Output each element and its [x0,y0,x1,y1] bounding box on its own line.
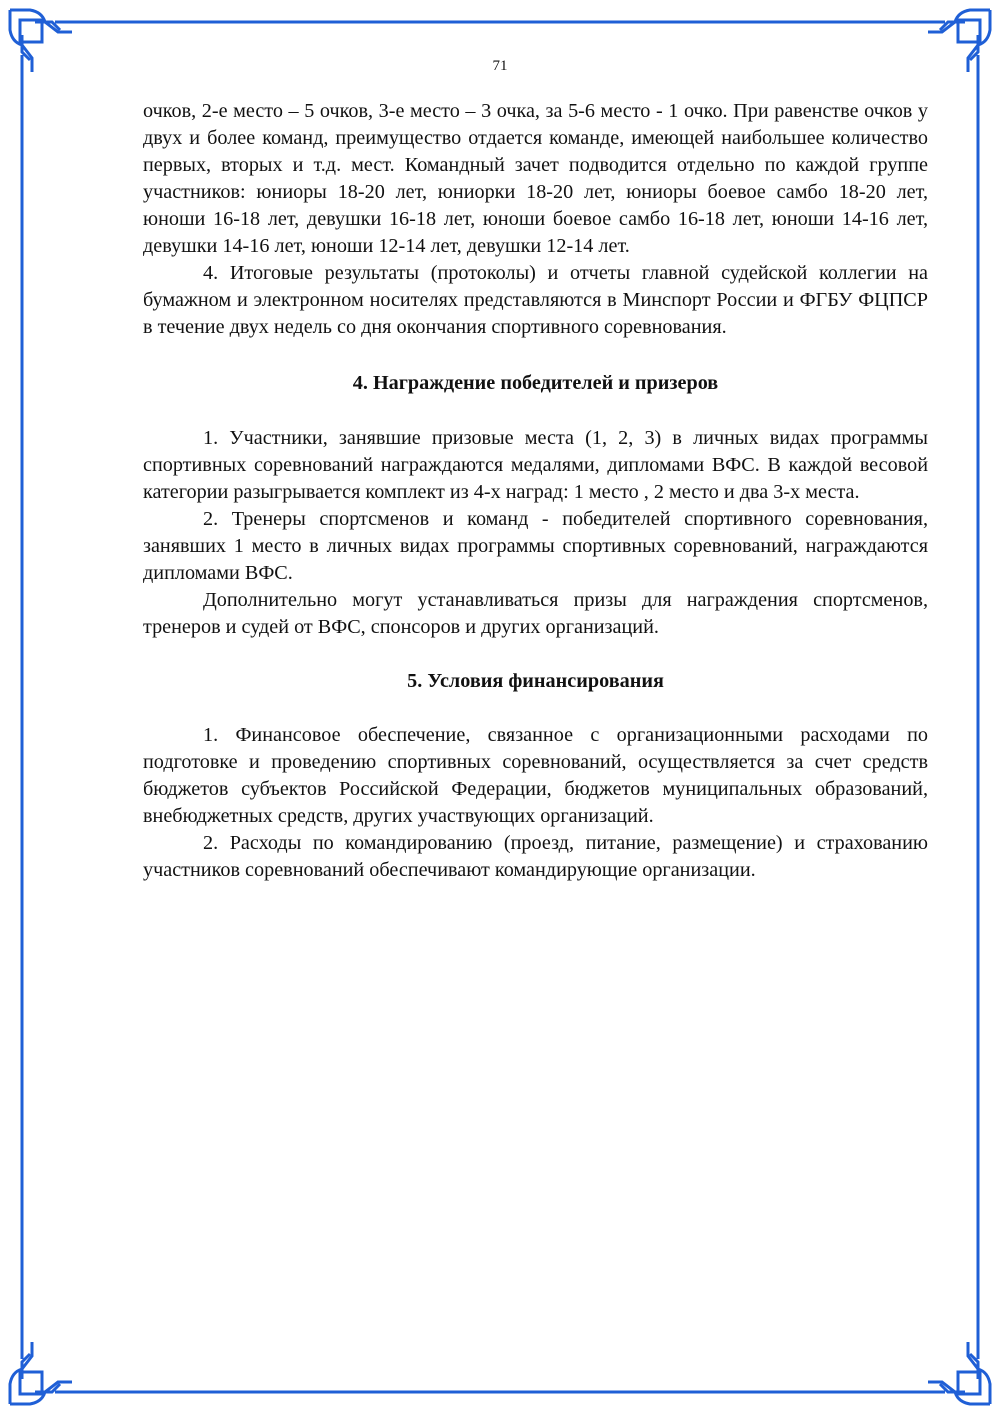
paragraph-team-scoring-continuation: очков, 2-е место – 5 очков, 3-е место – 3 очка, за 5-6 место - 1 очко. При равенстве очков у двух и более команд, преимущество отдается команде, имеющей наибольшее количество первых, вторых и т.д. мест. Командный зачет подводится отдельно по каждой группе участников: юниоры 18-20 лет, юниорки 18-20 лет, юниоры боевое самбо 18-20 лет, юноши 16-18 лет, девушки 16-18 лет, юноши боевое самбо 16-18 лет, юноши 14-16 лет, девушки 14-16 лет, юноши 12-14 лет, девушки 12-14 лет. [143,100,928,257]
paragraph-final-results: 4. Итоговые результаты (протоколы) и отчеты главной судейской коллегии на бумажном и электронном носителях представляются в Минспорт России и ФГБУ ФЦПСР в течение двух недель со дня окончания спортивного соревнования. [143,262,928,338]
section-heading-financing: 5. Условия финансирования [407,670,664,692]
document-body [143,98,928,884]
paragraph-awards-coaches: 2. Тренеры спортсменов и команд - победителей спортивного соревнования, занявших 1 место в личных видах программы спортивных соревнований, награждаются дипломами ВФС. [143,508,928,584]
paragraph-awards-participants: 1. Участники, занявшие призовые места (1, 2, 3) в личных видах программы спортивных соревнований награждаются медалями, дипломами ВФС. В каждой весовой категории разыгрывается комплект из 4-х наград: 1 место , 2 место и два 3-х места. [143,427,928,503]
page-number: 71 [492,58,508,74]
corner-ornament-bottom-left [10,1342,72,1404]
corner-ornament-bottom-right [928,1342,990,1404]
paragraph-awards-additional-prizes: Дополнительно могут устанавливаться призы для награждения спортсменов, тренеров и судей от ВФС, спонсоров и других организаций. [143,589,928,638]
paragraph-financing-travel: 2. Расходы по командированию (проезд, питание, размещение) и страхованию участников соревнований обеспечивают командирующие организации. [143,832,928,881]
section-heading-awards: 4. Награждение победителей и призеров [352,372,719,394]
paragraph-financing-organizational: 1. Финансовое обеспечение, связанное с организационными расходами по подготовке и проведению спортивных соревнований, осуществляется за счет средств бюджетов субъектов Российской Федерации, бюджетов муниципальных образований, внебюджетных средств, других участвующих организаций. [143,724,928,827]
